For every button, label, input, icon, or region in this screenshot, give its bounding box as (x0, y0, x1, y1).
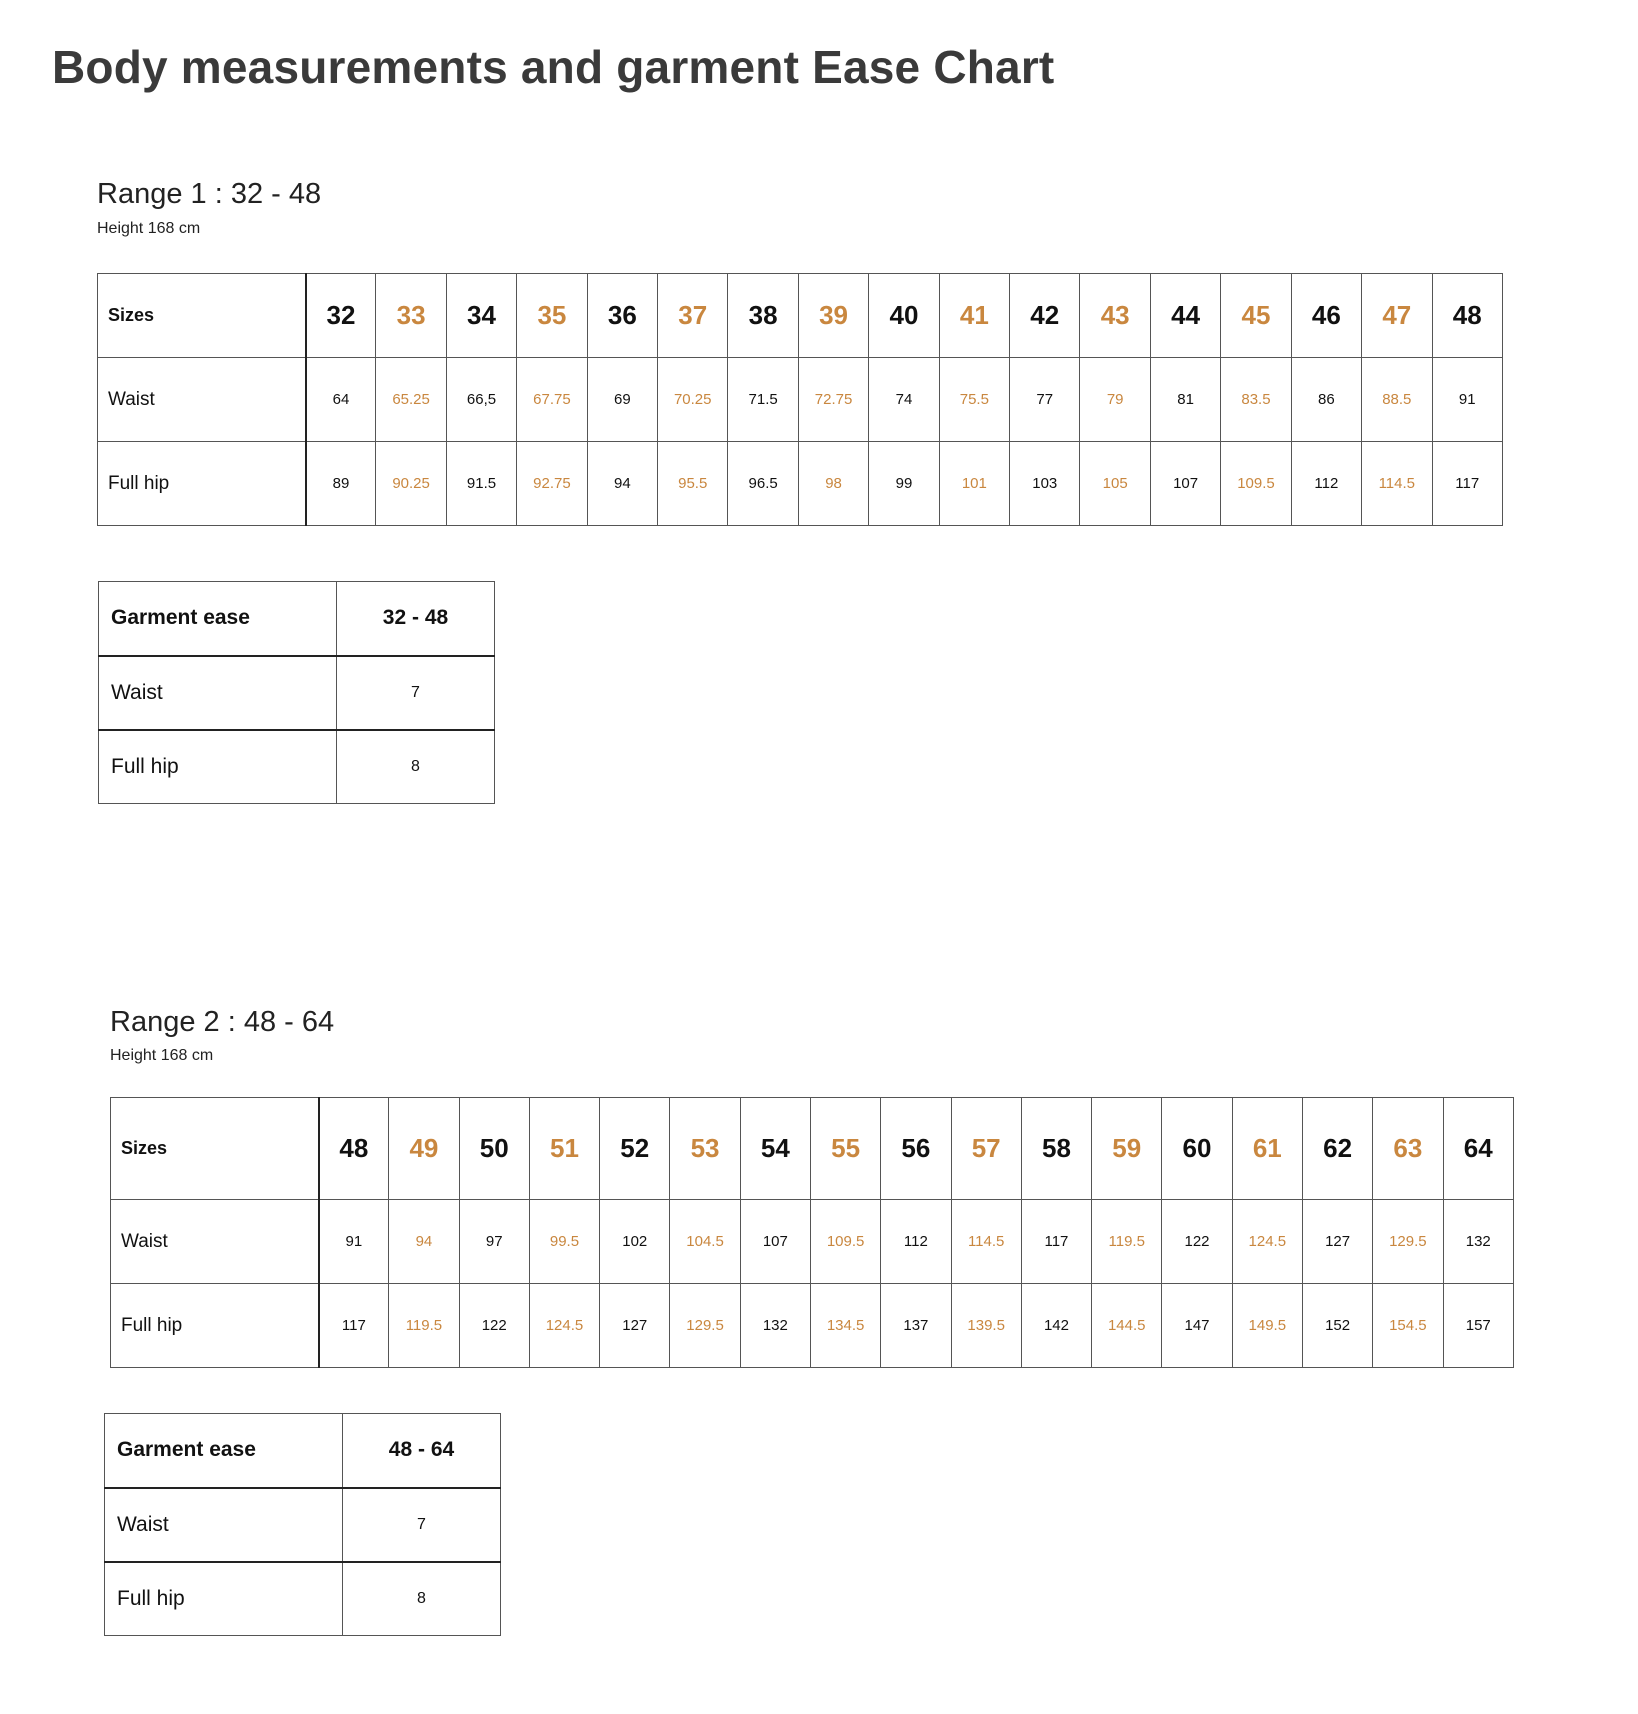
ease-waist-row (105, 1488, 501, 1562)
size-cell-45: 45 (1221, 274, 1291, 358)
waist-cell-59: 119.5 (1092, 1200, 1162, 1284)
size-cell-55: 55 (810, 1098, 880, 1200)
size-cell-35: 35 (517, 274, 587, 358)
hip-cell-59: 144.5 (1092, 1284, 1162, 1368)
hip-cell-54: 132 (740, 1284, 810, 1368)
size-cell-50: 50 (459, 1098, 529, 1200)
hip-cell-39: 98 (798, 442, 868, 526)
ease-hip-value: 8 (343, 1562, 501, 1636)
ease-hip-label: Full hip (99, 730, 337, 804)
ease-hip-row (105, 1562, 501, 1636)
sizes-row (111, 1098, 1514, 1200)
hip-cell-40: 99 (869, 442, 939, 526)
waist-cell-52: 102 (600, 1200, 670, 1284)
hip-cell-33: 90.25 (376, 442, 446, 526)
ease-waist-value: 7 (343, 1488, 501, 1562)
waist-cell-43: 79 (1080, 358, 1150, 442)
ease-waist-label: Waist (105, 1488, 343, 1562)
hip-cell-53: 129.5 (670, 1284, 740, 1368)
size-cell-44: 44 (1150, 274, 1220, 358)
waist-cell-49: 94 (389, 1200, 459, 1284)
hip-cell-45: 109.5 (1221, 442, 1291, 526)
ease-waist-label: Waist (99, 656, 337, 730)
garment-ease-label: Garment ease (99, 582, 337, 656)
garment-ease-label: Garment ease (105, 1414, 343, 1488)
waist-cell-45: 83.5 (1221, 358, 1291, 442)
size-cell-43: 43 (1080, 274, 1150, 358)
hip-cell-44: 107 (1150, 442, 1220, 526)
hip-cell-34: 91.5 (446, 442, 516, 526)
hip-cell-64: 157 (1443, 1284, 1514, 1368)
waist-label: Waist (98, 358, 306, 442)
hip-cell-41: 101 (939, 442, 1009, 526)
size-cell-51: 51 (529, 1098, 599, 1200)
size-cell-54: 54 (740, 1098, 810, 1200)
size-cell-49: 49 (389, 1098, 459, 1200)
size-cell-32: 32 (306, 274, 376, 358)
waist-cell-36: 69 (587, 358, 657, 442)
size-cell-38: 38 (728, 274, 798, 358)
hip-cell-62: 152 (1302, 1284, 1372, 1368)
hip-cell-43: 105 (1080, 442, 1150, 526)
size-cell-62: 62 (1302, 1098, 1372, 1200)
page-title: Body measurements and garment Ease Chart (52, 41, 1055, 93)
waist-cell-63: 129.5 (1373, 1200, 1443, 1284)
sizes-row (98, 274, 1503, 358)
size-cell-58: 58 (1021, 1098, 1091, 1200)
range2-height: Height 168 cm (110, 1047, 214, 1064)
waist-cell-62: 127 (1302, 1200, 1372, 1284)
hip-cell-36: 94 (587, 442, 657, 526)
hip-cell-48: 117 (319, 1284, 389, 1368)
size-cell-33: 33 (376, 274, 446, 358)
hip-cell-56: 137 (881, 1284, 951, 1368)
hip-cell-49: 119.5 (389, 1284, 459, 1368)
range1-size-table (97, 273, 1503, 526)
size-cell-46: 46 (1291, 274, 1361, 358)
waist-cell-56: 112 (881, 1200, 951, 1284)
hip-cell-50: 122 (459, 1284, 529, 1368)
hip-cell-48: 117 (1432, 442, 1503, 526)
waist-cell-39: 72.75 (798, 358, 868, 442)
hip-cell-55: 134.5 (810, 1284, 880, 1368)
waist-cell-42: 77 (1010, 358, 1080, 442)
ease-range-value: 32 - 48 (337, 582, 495, 656)
waist-cell-53: 104.5 (670, 1200, 740, 1284)
waist-cell-57: 114.5 (951, 1200, 1021, 1284)
size-cell-39: 39 (798, 274, 868, 358)
ease-waist-value: 7 (337, 656, 495, 730)
size-cell-48: 48 (1432, 274, 1503, 358)
waist-cell-48: 91 (1432, 358, 1503, 442)
full-hip-label: Full hip (111, 1284, 319, 1368)
waist-cell-33: 65.25 (376, 358, 446, 442)
waist-row (98, 358, 1503, 442)
full-hip-label: Full hip (98, 442, 306, 526)
size-cell-48: 48 (319, 1098, 389, 1200)
hip-cell-38: 96.5 (728, 442, 798, 526)
waist-cell-48: 91 (319, 1200, 389, 1284)
hip-cell-42: 103 (1010, 442, 1080, 526)
waist-cell-55: 109.5 (810, 1200, 880, 1284)
waist-cell-37: 70.25 (658, 358, 728, 442)
waist-cell-40: 74 (869, 358, 939, 442)
size-cell-42: 42 (1010, 274, 1080, 358)
size-cell-41: 41 (939, 274, 1009, 358)
waist-label: Waist (111, 1200, 319, 1284)
hip-cell-51: 124.5 (529, 1284, 599, 1368)
size-cell-63: 63 (1373, 1098, 1443, 1200)
hip-cell-60: 147 (1162, 1284, 1232, 1368)
ease-hip-label: Full hip (105, 1562, 343, 1636)
hip-cell-57: 139.5 (951, 1284, 1021, 1368)
waist-cell-61: 124.5 (1232, 1200, 1302, 1284)
waist-cell-58: 117 (1021, 1200, 1091, 1284)
ease-waist-row (99, 656, 495, 730)
waist-cell-35: 67.75 (517, 358, 587, 442)
size-cell-53: 53 (670, 1098, 740, 1200)
hip-cell-61: 149.5 (1232, 1284, 1302, 1368)
size-cell-36: 36 (587, 274, 657, 358)
size-cell-34: 34 (446, 274, 516, 358)
waist-cell-38: 71.5 (728, 358, 798, 442)
size-cell-59: 59 (1092, 1098, 1162, 1200)
ease-header-row (99, 582, 495, 656)
size-cell-60: 60 (1162, 1098, 1232, 1200)
waist-cell-34: 66,5 (446, 358, 516, 442)
size-cell-64: 64 (1443, 1098, 1514, 1200)
hip-cell-46: 112 (1291, 442, 1361, 526)
hip-cell-35: 92.75 (517, 442, 587, 526)
hip-cell-63: 154.5 (1373, 1284, 1443, 1368)
range2-ease-table (104, 1413, 501, 1636)
waist-cell-46: 86 (1291, 358, 1361, 442)
waist-cell-60: 122 (1162, 1200, 1232, 1284)
range1-height: Height 168 cm (97, 220, 201, 237)
size-cell-37: 37 (658, 274, 728, 358)
full-hip-row (98, 442, 1503, 526)
waist-cell-51: 99.5 (529, 1200, 599, 1284)
ease-range-value: 48 - 64 (343, 1414, 501, 1488)
waist-cell-54: 107 (740, 1200, 810, 1284)
range1-ease-table (98, 581, 495, 804)
waist-cell-64: 132 (1443, 1200, 1514, 1284)
range2-size-table (110, 1097, 1514, 1368)
ease-hip-row (99, 730, 495, 804)
waist-cell-44: 81 (1150, 358, 1220, 442)
ease-hip-value: 8 (337, 730, 495, 804)
size-cell-56: 56 (881, 1098, 951, 1200)
waist-cell-32: 64 (306, 358, 376, 442)
size-cell-47: 47 (1362, 274, 1432, 358)
hip-cell-58: 142 (1021, 1284, 1091, 1368)
size-cell-61: 61 (1232, 1098, 1302, 1200)
range1-title: Range 1 : 32 - 48 (97, 178, 322, 210)
waist-cell-47: 88.5 (1362, 358, 1432, 442)
hip-cell-52: 127 (600, 1284, 670, 1368)
waist-cell-50: 97 (459, 1200, 529, 1284)
size-cell-40: 40 (869, 274, 939, 358)
sizes-label: Sizes (111, 1098, 319, 1200)
range2-title: Range 2 : 48 - 64 (110, 1006, 335, 1038)
sizes-label: Sizes (98, 274, 306, 358)
waist-row (111, 1200, 1514, 1284)
size-cell-57: 57 (951, 1098, 1021, 1200)
full-hip-row (111, 1284, 1514, 1368)
hip-cell-47: 114.5 (1362, 442, 1432, 526)
ease-header-row (105, 1414, 501, 1488)
hip-cell-37: 95.5 (658, 442, 728, 526)
waist-cell-41: 75.5 (939, 358, 1009, 442)
hip-cell-32: 89 (306, 442, 376, 526)
size-cell-52: 52 (600, 1098, 670, 1200)
